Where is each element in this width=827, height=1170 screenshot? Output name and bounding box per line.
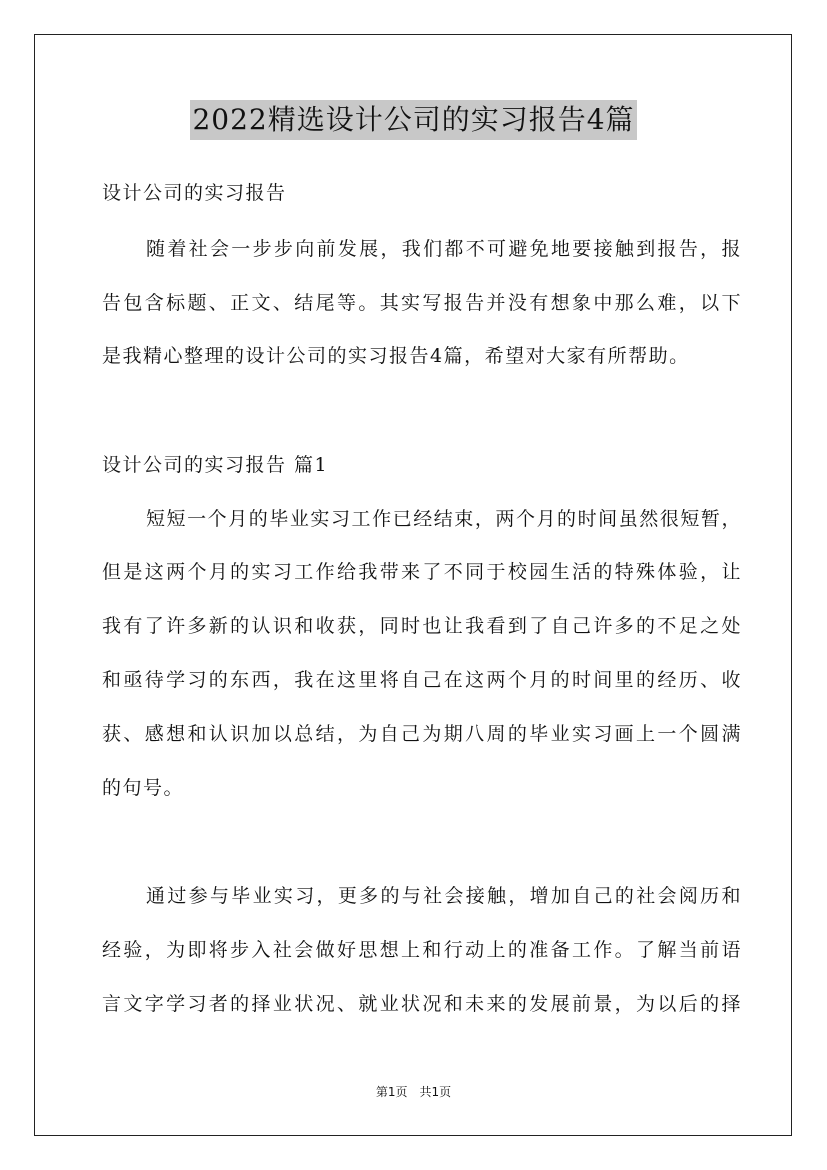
para1-line-3: 我有了许多新的认识和收获，同时也让我看到了自己许多的不足之处 xyxy=(102,615,742,637)
intro-line-2: 告包含标题、正文、结尾等。其实写报告并没有想象中那么难，以下 xyxy=(102,292,742,314)
document-subtitle: 设计公司的实习报告 xyxy=(102,182,287,204)
para2-line-1: 通过参与毕业实习，更多的与社会接触，增加自己的社会阅历和 xyxy=(146,885,742,907)
para1-line-1: 短短一个月的毕业实习工作已经结束，两个月的时间虽然很短暂， xyxy=(146,508,742,530)
para2-line-2: 经验，为即将步入社会做好思想上和行动上的准备工作。了解当前语 xyxy=(102,939,742,961)
title-container xyxy=(0,100,827,140)
intro-line-1: 随着社会一步步向前发展，我们都不可避免地要接触到报告，报 xyxy=(146,238,742,260)
para2-line-3: 言文字学习者的择业状况、就业状况和未来的发展前景，为以后的择 xyxy=(102,993,742,1015)
para1-line-4: 和亟待学习的东西，我在这里将自己在这两个月的时间里的经历、收 xyxy=(102,669,742,691)
para1-line-6: 的句号。 xyxy=(102,777,185,799)
para1-line-5: 获、感想和认识加以总结，为自己为期八周的毕业实习画上一个圆满 xyxy=(102,723,742,745)
document-title: 2022精选设计公司的实习报告4篇 xyxy=(190,100,636,140)
page-number-footer: 第1页 共1页 xyxy=(375,1085,452,1099)
para1-line-2: 但是这两个月的实习工作给我带来了不同于校园生活的特殊体验，让 xyxy=(102,561,742,583)
intro-line-3: 是我精心整理的设计公司的实习报告4篇，希望对大家有所帮助。 xyxy=(102,345,690,367)
section1-heading: 设计公司的实习报告 篇1 xyxy=(102,454,329,476)
